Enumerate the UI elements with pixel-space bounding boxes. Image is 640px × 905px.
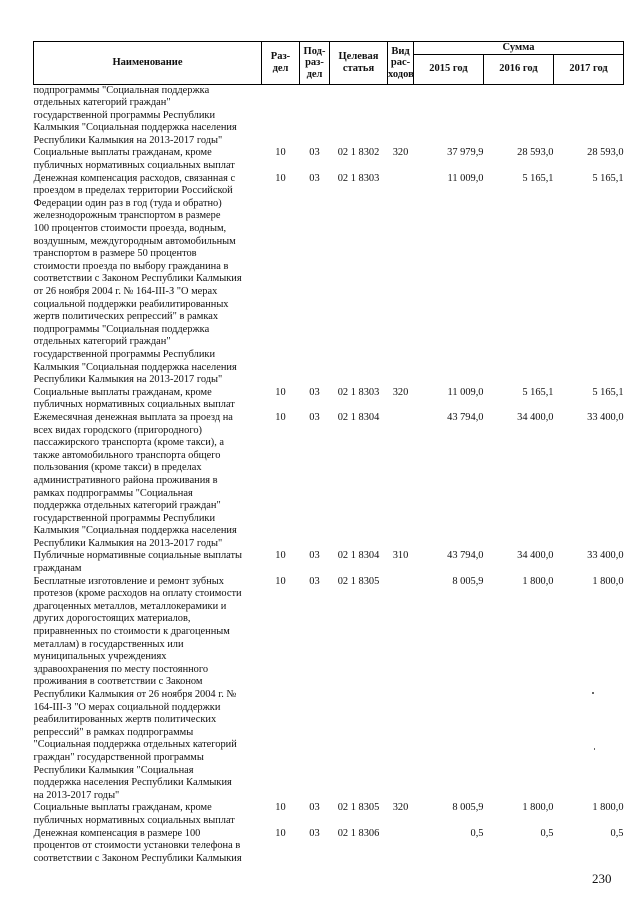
row-name-line: металлам) в государственных или — [33, 638, 184, 650]
header-target-line: статья — [342, 62, 375, 74]
header-name: Наименование — [34, 42, 262, 85]
razdel-cell: 10 — [275, 147, 286, 159]
razdel-cell: 10 — [275, 386, 286, 398]
row-name-line: Денежная компенсация расходов, связанная с — [33, 172, 236, 184]
target-article-cell: 02 1 8304 — [337, 411, 380, 423]
target-article-cell: 02 1 8305 — [337, 802, 380, 814]
table-row — [34, 412, 624, 551]
expense-type-cell — [388, 84, 414, 147]
expense-type-cell — [388, 412, 414, 551]
row-name-line: реабилитированных жертв политических — [33, 714, 217, 726]
row-name-line: граждан" государственной программы — [33, 751, 204, 763]
sum-2015-cell: 43 794,0 — [447, 550, 484, 562]
row-name-line: рамках подпрограммы "Социальная — [33, 487, 193, 499]
row-name-line: пользования (кроме такси) в пределах — [33, 462, 202, 474]
row-name-line: публичных нормативных социальных выплат — [33, 160, 235, 172]
row-name-line: воздушным, междугородным автомобильным — [33, 235, 236, 247]
expense-type-cell — [388, 173, 414, 387]
row-name-line: публичных нормативных социальных выплат — [33, 814, 235, 826]
sum-2016-cell: 1 800,0 — [522, 575, 554, 587]
row-name-line: Республики Калмыкия на 2013-2017 годы" — [33, 374, 223, 386]
row-name-line: соответствии с Законом Республики Калмыкия — [33, 852, 242, 864]
table-row — [34, 147, 624, 172]
header-year-2015: 2015 год — [414, 54, 484, 84]
podrazdel-cell — [300, 84, 330, 147]
row-name-line: 164-III-З "О мерах социальной поддержки — [33, 701, 221, 713]
row-name-line: соответствии с Законом Республики Калмыкия — [33, 273, 242, 285]
sum-2015-cell — [414, 84, 484, 147]
sum-2015-cell: 37 979,9 — [447, 147, 484, 159]
row-name-line: Республики Калмыкия на 2013-2017 годы" — [33, 537, 223, 549]
row-name-cell — [34, 802, 262, 827]
sum-2015-cell: 11 009,0 — [447, 386, 484, 398]
row-name-line: транспортом в размере 50 процентов — [33, 248, 197, 260]
table-row — [34, 576, 624, 803]
row-name-cell — [34, 173, 262, 387]
row-name-cell — [34, 387, 262, 412]
row-name-line: других дорогостоящих материалов, — [33, 613, 191, 625]
row-name-line: Калмыкия "Социальная поддержка населения — [33, 122, 237, 134]
header-podrazdel-line: раз- — [305, 57, 324, 68]
podrazdel-cell: 03 — [309, 802, 320, 814]
row-name-line: государственной программы Республики — [33, 348, 216, 360]
row-name-line: социальной поддержки реабилитированных — [33, 298, 229, 310]
target-article-cell: 02 1 8302 — [337, 147, 380, 159]
header-podrazdel — [300, 42, 330, 85]
sum-2015-cell: 11 009,0 — [447, 172, 484, 184]
row-name-line: процентов от стоимости установки телефона в — [33, 840, 241, 852]
sum-2017-cell: 28 593,0 — [587, 147, 624, 159]
podrazdel-cell: 03 — [309, 575, 320, 587]
sum-2016-cell: 0,5 — [540, 827, 554, 839]
razdel-cell — [262, 84, 300, 147]
row-name-line: стоимости проезда по выбору гражданина в — [33, 260, 229, 272]
target-article-cell: 02 1 8304 — [337, 550, 380, 562]
row-name-line: проездом в пределах территории Российской — [33, 185, 233, 197]
sum-2015-cell: 8 005,9 — [452, 802, 484, 814]
sum-2017-cell: 33 400,0 — [587, 550, 624, 562]
row-name-line: Денежная компенсация в размере 100 — [33, 827, 201, 839]
row-name-line: железнодорожным транспортом в размере — [33, 210, 221, 222]
scan-speck — [594, 748, 595, 750]
expense-type-cell: 320 — [392, 386, 409, 398]
row-name-line: здравоохранения по месту постоянного — [33, 663, 209, 675]
row-name-line: пассажирского транспорта (кроме такси), а — [33, 437, 225, 449]
row-name-line: всех видах городского (пригородного) — [33, 424, 202, 436]
sum-2016-cell: 34 400,0 — [517, 550, 554, 562]
sum-2017-cell: 5 165,1 — [592, 386, 624, 398]
sum-2016-cell: 28 593,0 — [517, 147, 554, 159]
row-name-cell — [34, 828, 262, 866]
header-podrazdel-line: дел — [306, 68, 323, 80]
row-name-line: Социальные выплаты гражданам, кроме — [33, 802, 212, 814]
row-name-line: на 2013-2017 годы" — [33, 789, 120, 801]
row-name-line: "Социальная поддержка отдельных категорий — [33, 739, 237, 751]
row-name-line: проживания в соответствии с Законом — [33, 676, 203, 688]
header-razdel — [262, 42, 300, 85]
table-row — [34, 550, 624, 575]
row-name-cell — [34, 84, 262, 147]
sum-2017-cell — [554, 84, 624, 147]
razdel-cell: 10 — [275, 575, 286, 587]
table-header — [34, 42, 624, 85]
target-article-cell: 02 1 8305 — [337, 575, 380, 587]
row-name-cell — [34, 550, 262, 575]
budget-table — [33, 41, 624, 865]
sum-2015-cell: 43 794,0 — [447, 411, 484, 423]
header-vid-line: ходов — [388, 68, 414, 80]
sum-2017-cell: 1 800,0 — [592, 802, 624, 814]
target-article-cell: 02 1 8303 — [337, 386, 380, 398]
expense-type-cell: 320 — [392, 802, 409, 814]
table-body — [34, 84, 624, 865]
row-name-line: протезов (кроме расходов на оплату стоимости — [33, 588, 242, 600]
row-name-line: Публичные нормативные социальные выплаты — [33, 550, 243, 562]
target-article-cell: 02 1 8303 — [337, 172, 380, 184]
row-name-line: Республики Калмыкия от 26 ноября 2004 г. № — [33, 689, 237, 700]
scan-speck — [592, 692, 594, 694]
sum-2017-cell: 5 165,1 — [592, 172, 624, 184]
header-podrazdel-line: Под- — [303, 45, 326, 57]
row-name-line: государственной программы Республики — [33, 512, 216, 524]
razdel-cell: 10 — [275, 411, 286, 423]
row-name-line: поддержка отдельных категорий граждан" — [33, 500, 221, 512]
target-article-cell: 02 1 8306 — [337, 827, 380, 839]
row-name-line: от 26 ноября 2004 г. № 164-III-З "О мерах — [33, 286, 218, 297]
sum-2017-cell: 0,5 — [610, 827, 624, 839]
row-name-line: государственной программы Республики — [33, 109, 216, 121]
row-name-cell — [34, 412, 262, 551]
row-name-line: Бесплатные изготовление и ремонт зубных — [33, 575, 224, 587]
podrazdel-cell: 03 — [309, 386, 320, 398]
table-row — [34, 828, 624, 866]
razdel-cell: 10 — [275, 172, 286, 184]
row-name-line: Ежемесячная денежная выплата за проезд на — [33, 411, 233, 423]
row-name-line: поддержка населения Республики Калмыкия — [33, 777, 232, 789]
razdel-cell: 10 — [275, 827, 286, 839]
sum-2015-cell: 0,5 — [470, 827, 484, 839]
sum-2015-cell: 8 005,9 — [452, 575, 484, 587]
row-name-line: гражданам — [33, 563, 82, 575]
row-name-line: Федерации один раз в год (туда и обратно) — [33, 197, 222, 209]
row-name-line: Калмыкия "Социальная поддержка населения — [33, 361, 237, 373]
sum-2016-cell: 34 400,0 — [517, 411, 554, 423]
row-name-line: Республики Калмыкия "Социальная — [33, 764, 194, 776]
sum-2017-cell: 33 400,0 — [587, 411, 624, 423]
row-name-line: Калмыкия "Социальная поддержка населения — [33, 525, 237, 537]
row-name-line: отдельных категорий граждан" — [33, 336, 171, 348]
header-razdel-line: Раз- — [270, 51, 291, 63]
header-razdel-line: дел — [272, 62, 289, 74]
podrazdel-cell: 03 — [309, 827, 320, 839]
row-name-line: публичных нормативных социальных выплат — [33, 399, 235, 411]
row-name-line: драгоценных металлов, металлокерамики и — [33, 600, 227, 612]
row-name-line: также автомобильного транспорта общего — [33, 449, 221, 461]
page-number: 230 — [592, 871, 612, 886]
header-vid — [388, 42, 414, 85]
podrazdel-cell: 03 — [309, 411, 320, 423]
row-name-line: подпрограммы "Социальная поддержка — [33, 323, 210, 335]
row-name-line: приравненных по стоимости к драгоценным — [33, 626, 230, 638]
header-vid-line: Вид — [391, 45, 410, 57]
header-vid-line: рас- — [390, 57, 411, 68]
razdel-cell: 10 — [275, 802, 286, 814]
expense-type-cell — [388, 576, 414, 803]
sum-2016-cell: 1 800,0 — [522, 802, 554, 814]
row-name-line: административного района проживания в — [33, 474, 218, 486]
target-article-cell — [330, 84, 388, 147]
row-name-line: Социальные выплаты гражданам, кроме — [33, 147, 212, 159]
header-year-2017: 2017 год — [554, 54, 624, 84]
row-name-line: Республики Калмыкия на 2013-2017 годы" — [33, 134, 223, 146]
row-name-line: Социальные выплаты гражданам, кроме — [33, 386, 212, 398]
podrazdel-cell: 03 — [309, 172, 320, 184]
row-name-line: репрессий" в рамках подпрограммы — [33, 726, 194, 738]
header-target-line: Целевая — [338, 51, 379, 63]
sum-2016-cell: 5 165,1 — [522, 172, 554, 184]
razdel-cell: 10 — [275, 550, 286, 562]
row-name-cell — [34, 576, 262, 803]
sum-2016-cell: 5 165,1 — [522, 386, 554, 398]
row-name-line: жертв политических репрессий" в рамках — [33, 311, 219, 323]
header-target — [330, 42, 388, 85]
row-name-line: муниципальных учреждениях — [33, 651, 167, 663]
podrazdel-cell: 03 — [309, 147, 320, 159]
row-name-line: подпрограммы "Социальная поддержка — [33, 84, 210, 96]
table-row — [34, 173, 624, 387]
table-row — [34, 802, 624, 827]
table-row — [34, 387, 624, 412]
expense-type-cell: 320 — [392, 147, 409, 159]
row-name-line: отдельных категорий граждан" — [33, 97, 171, 109]
sum-2017-cell: 1 800,0 — [592, 575, 624, 587]
header-sum: Сумма — [414, 42, 624, 55]
row-name-line: 100 процентов стоимости проезда, водным, — [33, 223, 227, 235]
podrazdel-cell: 03 — [309, 550, 320, 562]
row-name-cell — [34, 147, 262, 172]
header-year-2016: 2016 год — [484, 54, 554, 84]
expense-type-cell: 310 — [392, 550, 409, 562]
table-row — [34, 84, 624, 147]
sum-2016-cell — [484, 84, 554, 147]
expense-type-cell — [388, 828, 414, 866]
